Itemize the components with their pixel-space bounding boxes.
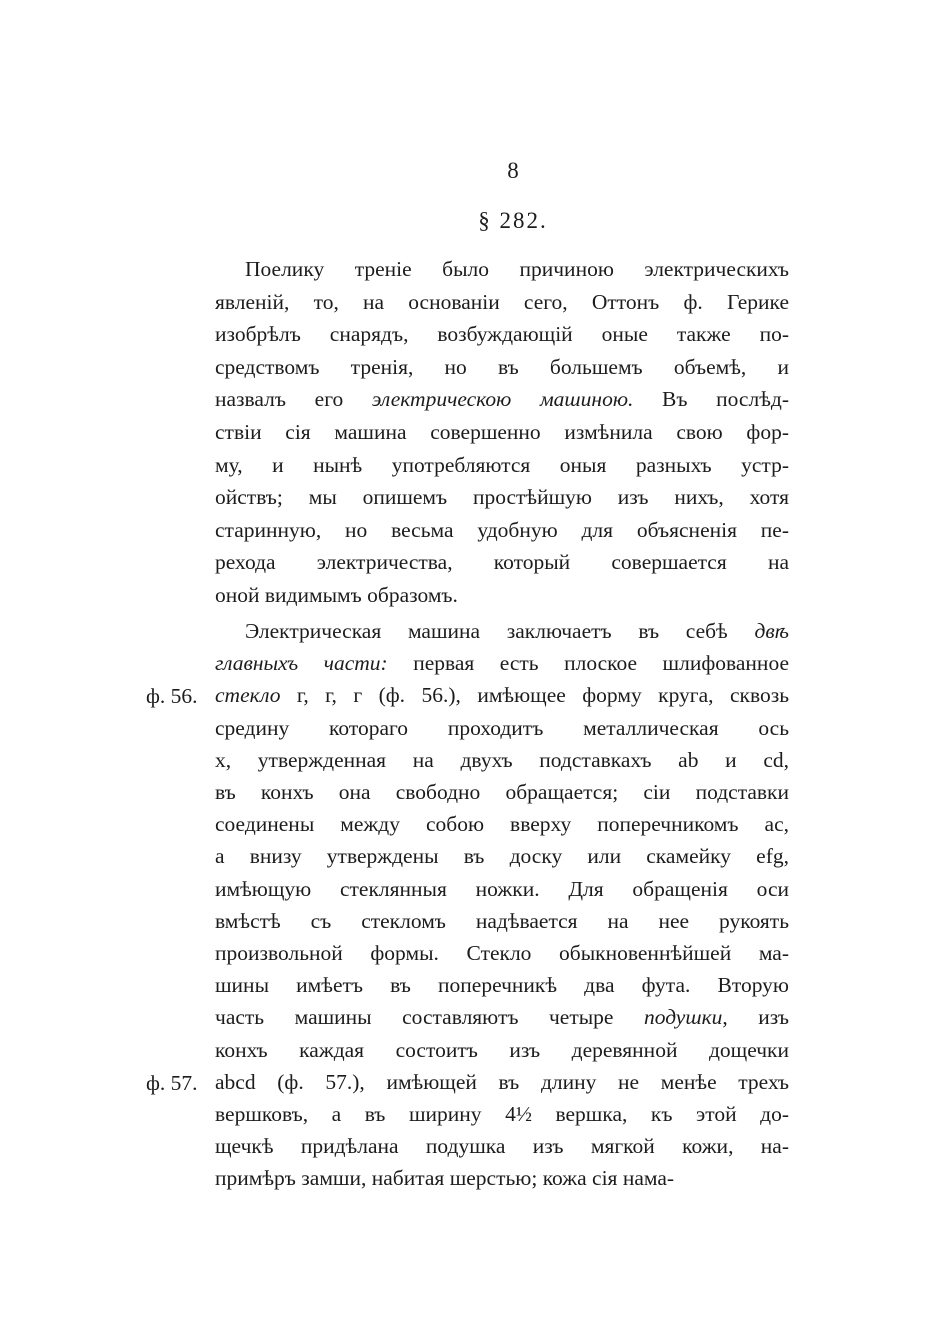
paragraph1-line: му, и нынѣ употребляются оныя разныхъ устр- <box>215 452 789 477</box>
paragraph2-line: вмѣстѣ съ стекломъ надѣвается на нее рукоять <box>215 908 789 933</box>
paragraph2-line: главныхъ части: первая есть плоское шлифованное <box>215 651 789 676</box>
paragraph2-line: шины имѣетъ въ поперечникѣ два фута. Вторую <box>215 973 789 998</box>
margin-ref-fig-57: ф. 57. <box>146 1071 198 1095</box>
section-heading: § 282. <box>478 208 548 233</box>
paragraph1-line: рехода электричества, который совершается на <box>215 550 789 575</box>
paragraph1-line: оной видимымъ образомъ. <box>215 583 458 607</box>
emphasis-text: двѣ <box>754 619 789 643</box>
emphasis-text: подушки <box>643 1005 723 1030</box>
emphasis-text: электрическою машиною. <box>371 387 634 412</box>
paragraph1-line: средствомъ тренія, но въ большемъ объемѣ, и <box>215 354 789 379</box>
paragraph2-line: средину котораго проходитъ металлическая ось <box>215 715 789 740</box>
paragraph2-line: а внизу утверждены въ доску или скамейку efg, <box>215 844 789 869</box>
paragraph2-line: часть машины составляютъ четыре подушки, изъ <box>215 1005 790 1030</box>
emphasis-text: стекло <box>215 683 281 708</box>
paragraph2-line: abcd (ф. 57.), имѣющей въ длину не менѣе трехъ <box>215 1069 789 1094</box>
paragraph2-line: произвольной формы. Стекло обыкновеннѣйшей ма- <box>215 941 789 965</box>
emphasis-text: главныхъ части: <box>215 651 388 676</box>
paragraph1-line: ствіи сія машина совершенно измѣнила свою фор- <box>215 420 789 444</box>
paragraph1-line: Поелику треніе было причиною электрическихъ <box>245 257 789 281</box>
paragraph2-line: Электрическая машина заключаетъ въ себѣ двѣ <box>245 619 789 643</box>
paragraph2-line: въ конхъ она свободно обращается; сіи подставки <box>215 780 789 804</box>
page-number: 8 <box>507 158 519 183</box>
paragraph2-line: х, утвержденная на двухъ подставкахъ ab и cd, <box>215 747 789 772</box>
paragraph1-line: изобрѣлъ снарядъ, возбуждающій оные также по- <box>215 322 789 347</box>
paragraph1-line: явленій, то, на основаніи сего, Оттонъ ф. Герике <box>215 289 789 314</box>
paragraph1-line: старинную, но весьма удобную для объясненія пе- <box>215 517 789 542</box>
paragraph1-line: ойствъ; мы опишемъ простѣйшую изъ нихъ, хотя <box>215 485 789 510</box>
paragraph2-line: соединены между собою вверху поперечникомъ ас, <box>215 812 789 837</box>
paragraph2-line: конхъ каждая состоитъ изъ деревянной дощечки <box>215 1037 789 1062</box>
margin-ref-fig-56: ф. 56. <box>146 684 198 708</box>
paragraph1-line: назвалъ его электрическою машиною. Въ послѣд- <box>215 387 789 412</box>
paragraph2-line: стекло г, г, г (ф. 56.), имѣющее форму круга, сквозь <box>215 683 789 708</box>
paragraph2-line: примѣръ замши, набитая шерстью; кожа сія нама- <box>215 1166 675 1191</box>
paragraph2-line: имѣющую стеклянныя ножки. Для обращенія оси <box>215 876 789 901</box>
paragraph2-line: вершковъ, а въ ширину 4½ вершка, къ этой до- <box>215 1102 789 1126</box>
paragraph2-line: щечкѣ придѣлана подушка изъ мягкой кожи, на- <box>215 1134 789 1159</box>
